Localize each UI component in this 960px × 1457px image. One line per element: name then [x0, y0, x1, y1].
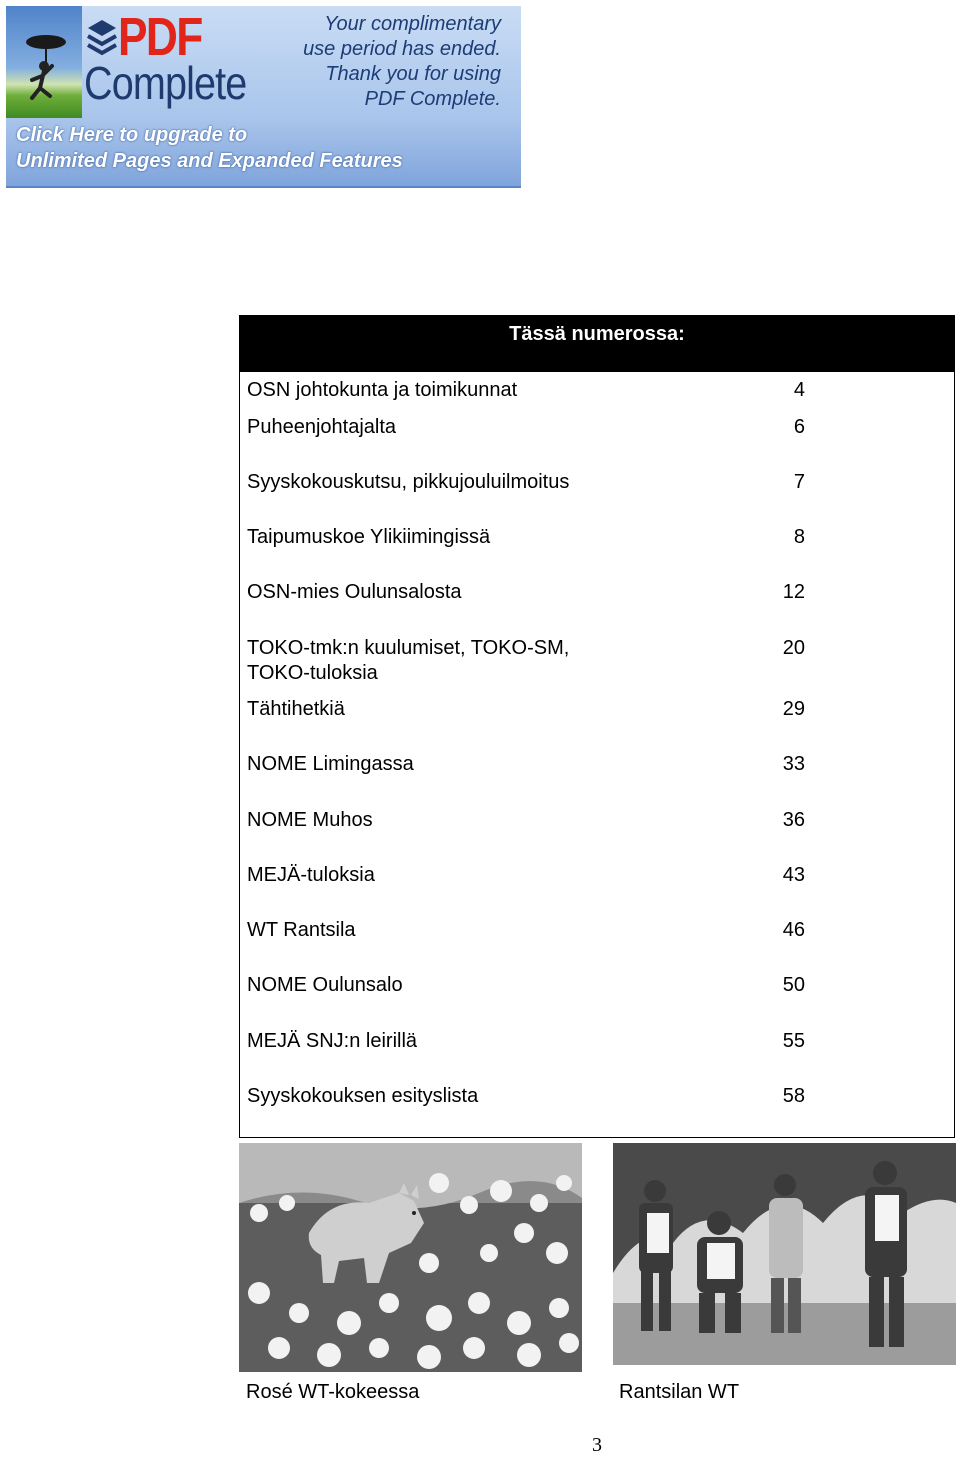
- upgrade-link[interactable]: [16, 122, 403, 174]
- toc-entry-page: 33: [782, 753, 805, 775]
- toc-entry-page: 8: [793, 526, 805, 548]
- dog-in-cottongrass-photo: [239, 1143, 582, 1372]
- toc-entry-page: 20: [782, 637, 805, 659]
- toc-entry-page: 55: [782, 1030, 805, 1052]
- toc-entry-title: TOKO-tmk:n kuulumiset, TOKO-SM,: [247, 637, 570, 659]
- brand-pdf-text: PDF: [118, 7, 202, 67]
- trial-message-line: Your complimentary: [324, 13, 501, 35]
- trial-message-line: Thank you for using: [325, 63, 501, 85]
- left-photo-caption: Rosé WT-kokeessa: [246, 1381, 420, 1403]
- page-number: 3: [592, 1434, 602, 1456]
- toc-heading: Tässä numerossa:: [240, 316, 954, 372]
- toc-entry-title: NOME Muhos: [247, 809, 373, 831]
- toc-entry-page: 29: [782, 698, 805, 720]
- toc-entry-title-line2: TOKO-tuloksia: [247, 662, 378, 684]
- toc-entry-title: Taipumuskoe Ylikiimingissä: [247, 526, 491, 548]
- table-of-contents: [239, 315, 955, 1138]
- right-photo-caption: Rantsilan WT: [619, 1381, 740, 1403]
- toc-entry-title: WT Rantsila: [247, 919, 356, 941]
- field-trial-group-photo: [613, 1143, 956, 1365]
- toc-entry-page: 6: [793, 416, 805, 438]
- toc-entry-page: 58: [782, 1085, 805, 1107]
- toc-entry-title: OSN-mies Oulunsalosta: [247, 581, 462, 603]
- upgrade-link-line[interactable]: Unlimited Pages and Expanded Features: [16, 150, 403, 172]
- trial-message-line: PDF Complete.: [364, 88, 501, 110]
- toc-entry-title: MEJÄ SNJ:n leirillä: [247, 1030, 418, 1052]
- trial-message-line: use period has ended.: [303, 38, 501, 60]
- toc-entry-page: 43: [782, 864, 805, 886]
- brand-complete-text: Complete: [84, 57, 247, 109]
- toc-entry-page: 7: [793, 471, 805, 493]
- toc-entry-page: 4: [793, 379, 805, 401]
- toc-entry-title: Syyskokouskutsu, pikkujouluilmoitus: [247, 471, 570, 493]
- trial-ended-message: [271, 12, 501, 112]
- banner-jumping-man-image: [6, 6, 82, 118]
- toc-entry-page: 50: [782, 974, 805, 996]
- toc-entry-title: Syyskokouksen esityslista: [247, 1085, 479, 1107]
- toc-entry-title: Tähtihetkiä: [247, 698, 345, 720]
- upgrade-link-line[interactable]: Click Here to upgrade to: [16, 124, 248, 146]
- toc-entry-page: 36: [782, 809, 805, 831]
- toc-entry-title: NOME Limingassa: [247, 753, 414, 775]
- toc-entry-title: Puheenjohtajalta: [247, 416, 397, 438]
- toc-entry-title: NOME Oulunsalo: [247, 974, 403, 996]
- pdf-complete-upgrade-banner[interactable]: [6, 6, 521, 188]
- toc-entry-title: OSN johtokunta ja toimikunnat: [247, 379, 518, 401]
- toc-entry-page: 46: [782, 919, 805, 941]
- pdf-complete-logo-icon: [86, 18, 118, 58]
- toc-entry-title: MEJÄ-tuloksia: [247, 864, 375, 886]
- toc-entry-page: 12: [782, 581, 805, 603]
